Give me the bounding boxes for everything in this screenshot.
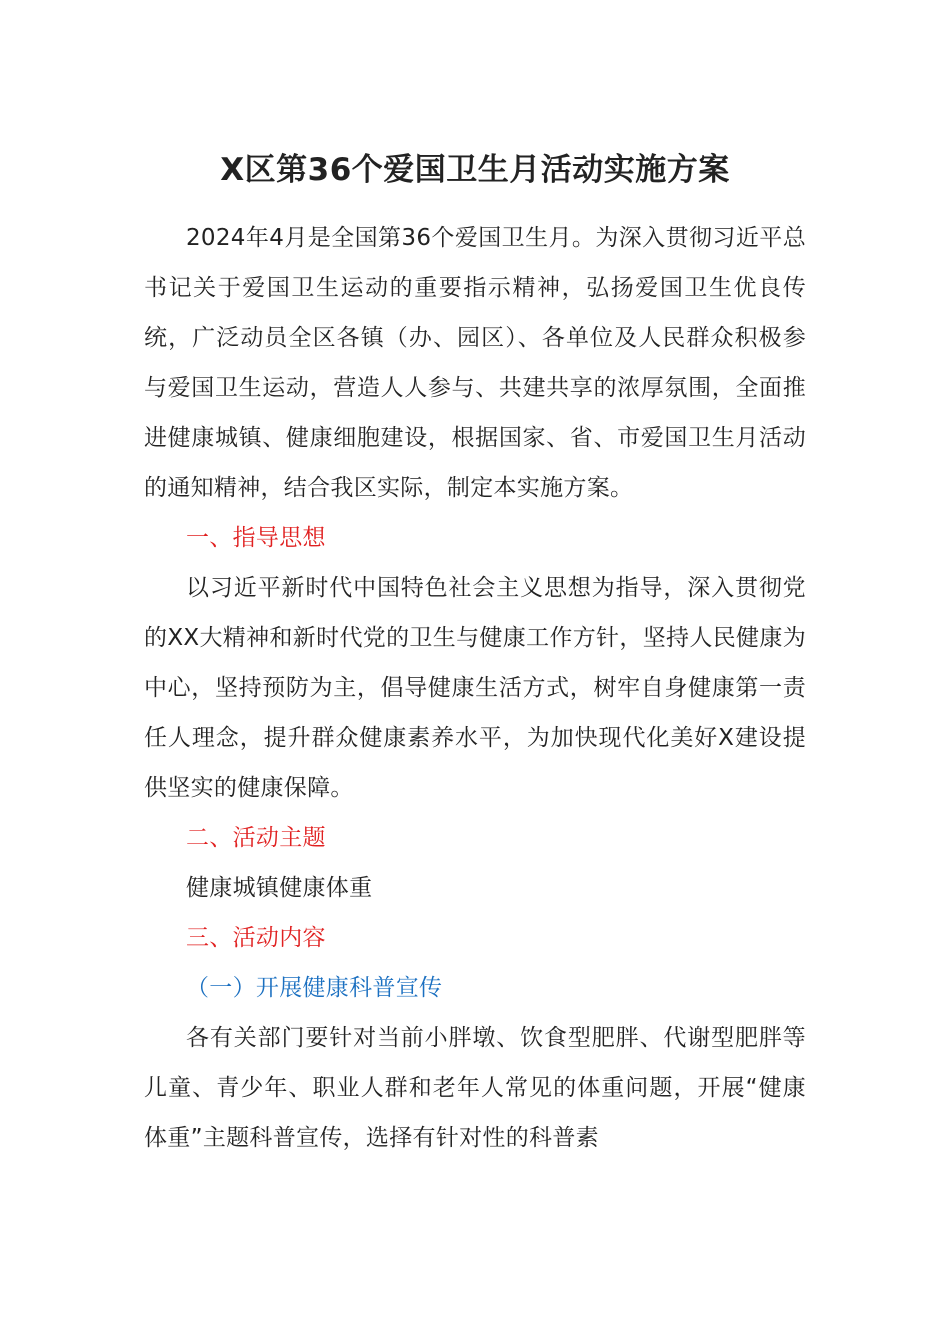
section-heading-activity-theme: 二、活动主题 bbox=[186, 825, 326, 851]
section-heading-activity-content: 三、活动内容 bbox=[186, 925, 326, 951]
document-title: X区第36个爱国卫生月活动实施方案 bbox=[220, 152, 730, 188]
intro-paragraph: 2024年4月是全国第36个爱国卫生月。为深入贯彻习近平总书记关于爱国卫生运动的重要指示精神，弘扬爱国卫生优良传统，广泛动员全区各镇（办、园区）、各单位及人民群众积极参与爱国卫生运动，营造人人参与、共建共享的浓厚氛围，全面推进健康城镇、健康细胞建设，根据国家、省、市爱国卫生月活动的通知精神，结合我区实际，制定本实施方案。 bbox=[144, 225, 806, 501]
subsection-body-health-publicity: 各有关部门要针对当前小胖墩、饮食型肥胖、代谢型肥胖等儿童、青少年、职业人群和老年人常见的体重问题，开展“健康体重”主题科普宣传，选择有针对性的科普素 bbox=[144, 1025, 806, 1151]
section-body-activity-theme: 健康城镇健康体重 bbox=[186, 875, 373, 901]
document-body bbox=[144, 213, 806, 1163]
section-body-guiding-ideology: 以习近平新时代中国特色社会主义思想为指导，深入贯彻党的XX大精神和新时代党的卫生与健康工作方针，坚持人民健康为中心，坚持预防为主，倡导健康生活方式，树牢自身健康第一责任人理念，提升群众健康素养水平，为加快现代化美好X建设提供坚实的健康保障。 bbox=[144, 575, 806, 801]
section-heading-guiding-ideology: 一、指导思想 bbox=[186, 525, 326, 551]
subsection-heading-health-publicity: （一）开展健康科普宣传 bbox=[186, 975, 443, 1001]
